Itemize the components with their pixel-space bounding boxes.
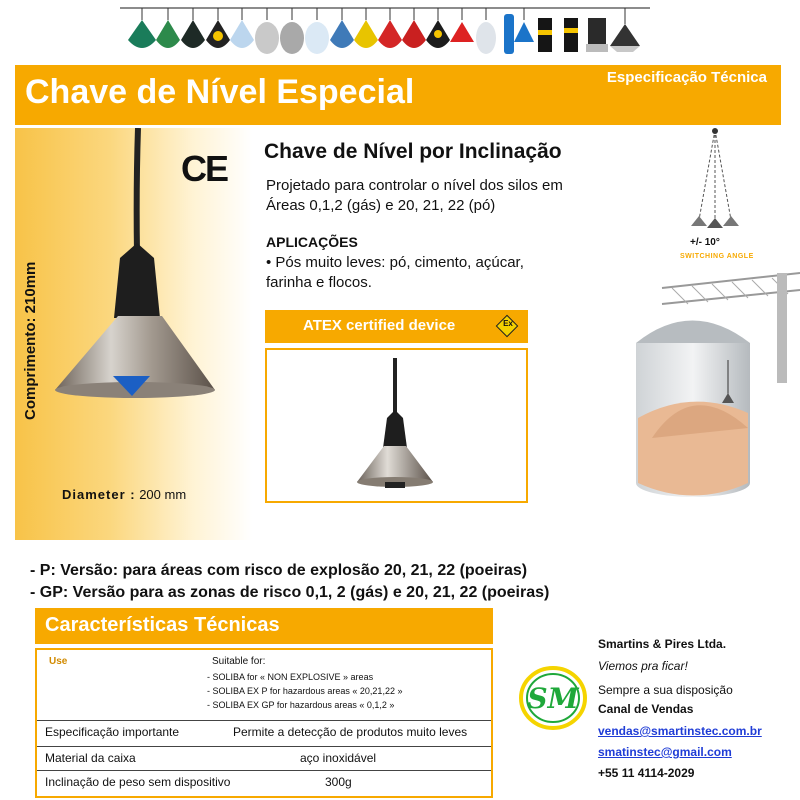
use-label: Use (49, 656, 68, 667)
header-bar (15, 65, 781, 125)
diameter-key: Diameter : (62, 487, 136, 502)
availability-text: Sempre a sua disposição (598, 683, 733, 697)
sales-email-link[interactable]: vendas@smartinstec.com.br (598, 724, 762, 738)
length-label: Comprimento: 210mm (22, 261, 39, 420)
phone-number: +55 11 4114-2029 (598, 766, 695, 780)
table-row (37, 720, 491, 743)
diameter-value: 200 mm (139, 487, 187, 502)
row-key: Material da caixa (45, 751, 136, 765)
row-key: Inclinação de peso sem dispositivo (45, 775, 231, 789)
use-item: - SOLIBA EX P for hazardous areas « 20,21,22 » (207, 686, 403, 696)
angle-label: +/- 10° (690, 237, 720, 248)
applications-text: • Pós muito leves: pó, cimento, açúcar, farinha e flocos. (266, 254, 524, 291)
version-notes (30, 560, 549, 604)
use-item: - SOLIBA EX GP for hazardous areas « 0,1,2 » (207, 700, 395, 710)
company-slogan: Viemos pra ficar! (598, 659, 688, 673)
row-value: Permite a detecção de produtos muito leves (233, 725, 468, 739)
table-row (37, 770, 491, 793)
table-row (37, 746, 491, 769)
applications-heading: APLICAÇÕES (266, 234, 358, 250)
page-subtitle: Especificação Técnica (606, 69, 767, 86)
specs-heading: Características Técnicas (45, 614, 280, 636)
specs-heading-bar (35, 608, 493, 644)
ex-atex-icon: Ex (496, 315, 519, 338)
atex-banner (265, 310, 528, 343)
angle-caption: SWITCHING ANGLE (680, 253, 754, 260)
svg-text:SM: SM (527, 682, 579, 715)
use-item: - SOLIBA for « NON EXPLOSIVE » areas (207, 672, 374, 682)
switching-angle-diagram (685, 128, 745, 238)
specs-table (35, 648, 493, 798)
silo-icon (632, 268, 800, 504)
product-range-strip (120, 0, 650, 62)
page-title: Chave de Nível Especial (25, 73, 415, 111)
product-description: Projetado para controlar o nível dos silos em Áreas 0,1,2 (gás) e 20, 21, 22 (pó) (266, 177, 563, 214)
company-logo (518, 663, 588, 733)
diameter-label (62, 487, 186, 502)
row-key: Especificação importante (45, 725, 180, 739)
row-value: aço inoxidável (300, 751, 377, 765)
version-gp-line: - GP: Versão para as zonas de risco 0,1, 2 (gás) e 20, 21, 22 (poeiras) (30, 584, 550, 601)
gmail-email-link[interactable]: smatinstec@gmail.com (598, 745, 732, 759)
product-photo-small (345, 358, 445, 493)
row-value: 300g (325, 775, 352, 789)
ce-mark-icon: CE (181, 148, 228, 189)
sales-channel-label: Canal de Vendas (598, 702, 694, 716)
pendant-switch-icon (128, 8, 640, 54)
atex-label: ATEX certified device (303, 317, 456, 334)
use-title: Suitable for: (212, 656, 266, 667)
product-title: Chave de Nível por Inclinação (264, 140, 562, 163)
version-p-line: - P: Versão: para áreas com risco de explosão 20, 21, 22 (poeiras) (30, 562, 528, 579)
company-name: Smartins & Pires Ltda. (598, 637, 727, 651)
